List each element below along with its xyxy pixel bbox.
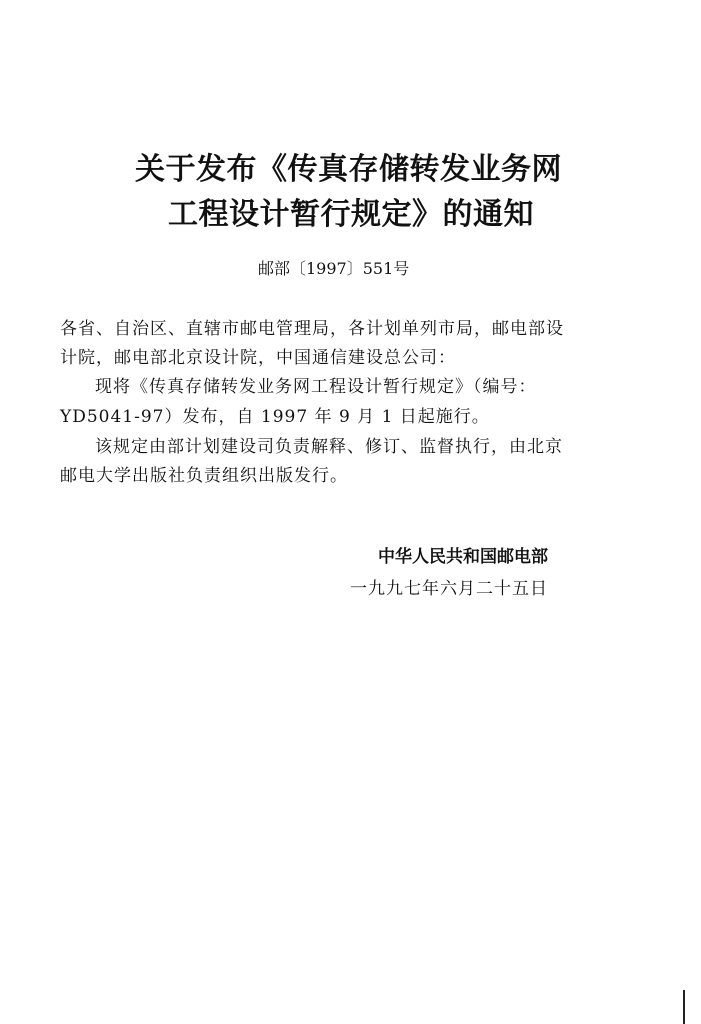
body-line-4: YD5041-97）发布，自 1997 年 9 月 1 日起施行。 xyxy=(60,407,490,427)
body-line-2: 计院，邮电部北京设计院，中国通信建设总公司： xyxy=(60,348,456,368)
document-number: 邮部〔1997〕551号 xyxy=(258,259,410,278)
body-line-1: 各省、自治区、直辖市邮电管理局，各计划单列市局，邮电部设 xyxy=(60,319,564,339)
notice-title-line-1: 关于发布《传真存储转发业务网 xyxy=(135,152,562,187)
scan-edge-line xyxy=(683,990,685,1024)
body-line-6: 邮电大学出版社负责组织出版发行。 xyxy=(60,466,348,486)
body-line-5: 该规定由部计划建设司负责解释、修订、监督执行，由北京 xyxy=(95,437,563,457)
issue-date: 一九九七年六月二十五日 xyxy=(350,579,548,599)
body-line-3: 现将《传真存储转发业务网工程设计暂行规定》（编号： xyxy=(95,377,537,397)
issuing-authority: 中华人民共和国邮电部 xyxy=(378,547,548,567)
notice-title-line-2: 工程设计暂行规定》的通知 xyxy=(168,197,534,232)
